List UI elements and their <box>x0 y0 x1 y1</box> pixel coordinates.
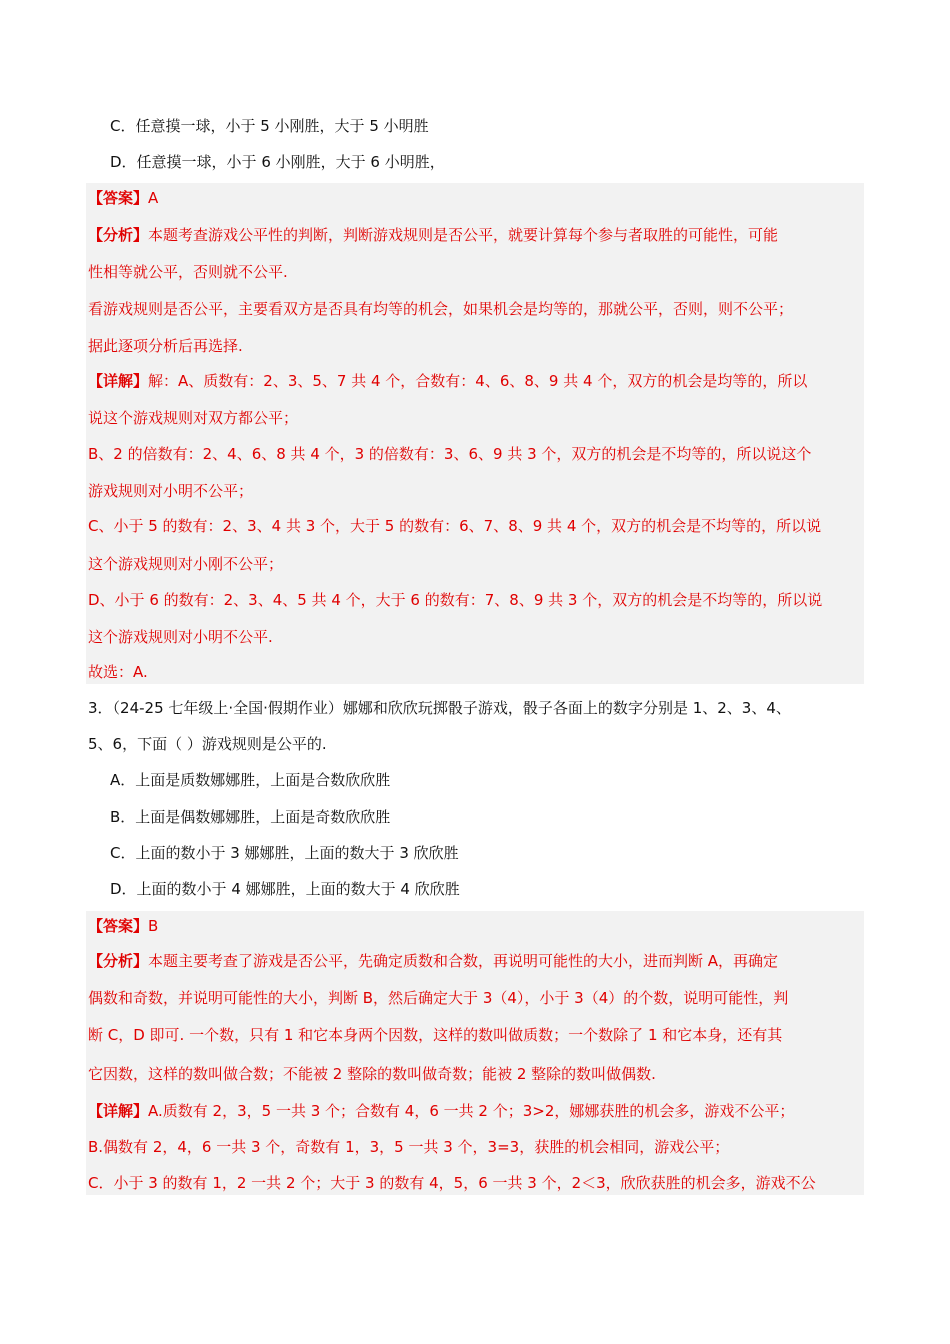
detail-line: C．小于 3 的数有 1，2 一共 2 个；大于 3 的数有 4，5，6 一共 3 个，2＜3，欣欣获胜的机会多，游戏不公 <box>88 1174 816 1192</box>
analysis-line: 偶数和奇数，并说明可能性的大小，判断 B，然后确定大于 3（4），小于 3（4）的个数，说明可能性，判 <box>88 989 789 1007</box>
detail-line: 说这个游戏规则对双方都公平； <box>88 409 299 427</box>
analysis-line: 据此逐项分析后再选择. <box>88 337 243 355</box>
answer-line-2 <box>88 916 158 936</box>
analysis-text: 本题考查游戏公平性的判断，判断游戏规则是否公平，就要计算每个参与者取胜的可能性，可能 <box>148 226 779 244</box>
detail-tag: 【详解】 <box>88 372 149 390</box>
detail-text: A.质数有 2，3，5 一共 3 个；合数有 4，6 一共 2 个；3>2，娜娜获胜的机会多，游戏不公平； <box>148 1102 795 1120</box>
question-3-stem: 5、6，下面（ ）游戏规则是公平的. <box>88 735 327 753</box>
option-c: C．上面的数小于 3 娜娜胜，上面的数大于 3 欣欣胜 <box>110 844 459 862</box>
answer-line-1 <box>88 188 158 208</box>
detail-text: 解：A、质数有：2、3、5、7 共 4 个，合数有：4、6、8、9 共 4 个，双方的机会是均等的，所以 <box>148 372 808 390</box>
option-d: D．上面的数小于 4 娜娜胜，上面的数大于 4 欣欣胜 <box>110 880 460 898</box>
answer-tag: 【答案】 <box>88 917 149 935</box>
detail-line: 这个游戏规则对小刚不公平； <box>88 555 284 573</box>
analysis-line <box>88 225 778 245</box>
analysis-line <box>88 951 778 971</box>
detail-line <box>88 371 807 391</box>
analysis-line: 看游戏规则是否公平，主要看双方是否具有均等的机会，如果机会是均等的，那就公平，否则，则不公平； <box>88 300 794 318</box>
answer-value: A <box>148 189 159 207</box>
option-a: A．上面是质数娜娜胜，上面是合数欣欣胜 <box>110 771 391 789</box>
answer-tag: 【答案】 <box>88 189 149 207</box>
detail-line: 故选：A. <box>88 663 148 681</box>
analysis-tag: 【分析】 <box>88 226 149 244</box>
detail-line: 游戏规则对小明不公平； <box>88 482 254 500</box>
detail-line: B、2 的倍数有：2、4、6、8 共 4 个，3 的倍数有：3、6、9 共 3 个，双方的机会是不均等的，所以说这个 <box>88 445 812 463</box>
question-3-stem: 3．（24-25 七年级上·全国·假期作业）娜娜和欣欣玩掷骰子游戏，骰子各面上的数字分别是 1、2、3、4、 <box>88 699 791 717</box>
analysis-tag: 【分析】 <box>88 952 149 970</box>
analysis-line: 性相等就公平，否则就不公平. <box>88 263 288 281</box>
analysis-line: 它因数，这样的数叫做合数；不能被 2 整除的数叫做奇数；能被 2 整除的数叫做偶数. <box>88 1065 656 1083</box>
analysis-text: 本题主要考查了游戏是否公平，先确定质数和合数，再说明可能性的大小，进而判断 A，再确定 <box>148 952 779 970</box>
option-c-prev: C．任意摸一球，小于 5 小刚胜，大于 5 小明胜 <box>110 117 429 135</box>
detail-line: C、小于 5 的数有：2、3、4 共 3 个，大于 5 的数有：6、7、8、9 共 4 个，双方的机会是不均等的，所以说 <box>88 517 822 535</box>
detail-line <box>88 1101 794 1121</box>
detail-line: 这个游戏规则对小明不公平. <box>88 628 273 646</box>
detail-line: D、小于 6 的数有：2、3、4、5 共 4 个，大于 6 的数有：7、8、9 共 3 个，双方的机会是不均等的，所以说 <box>88 591 823 609</box>
detail-tag: 【详解】 <box>88 1102 149 1120</box>
option-b: B．上面是偶数娜娜胜，上面是奇数欣欣胜 <box>110 808 391 826</box>
option-d-prev: D．任意摸一球，小于 6 小刚胜，大于 6 小明胜， <box>110 153 445 171</box>
analysis-line: 断 C，D 即可. 一个数，只有 1 和它本身两个因数，这样的数叫做质数；一个数除了 1 和它本身，还有其 <box>88 1026 783 1044</box>
answer-value: B <box>148 917 159 935</box>
detail-line: B.偶数有 2，4，6 一共 3 个，奇数有 1，3，5 一共 3 个，3=3，获胜的机会相同，游戏公平； <box>88 1138 730 1156</box>
